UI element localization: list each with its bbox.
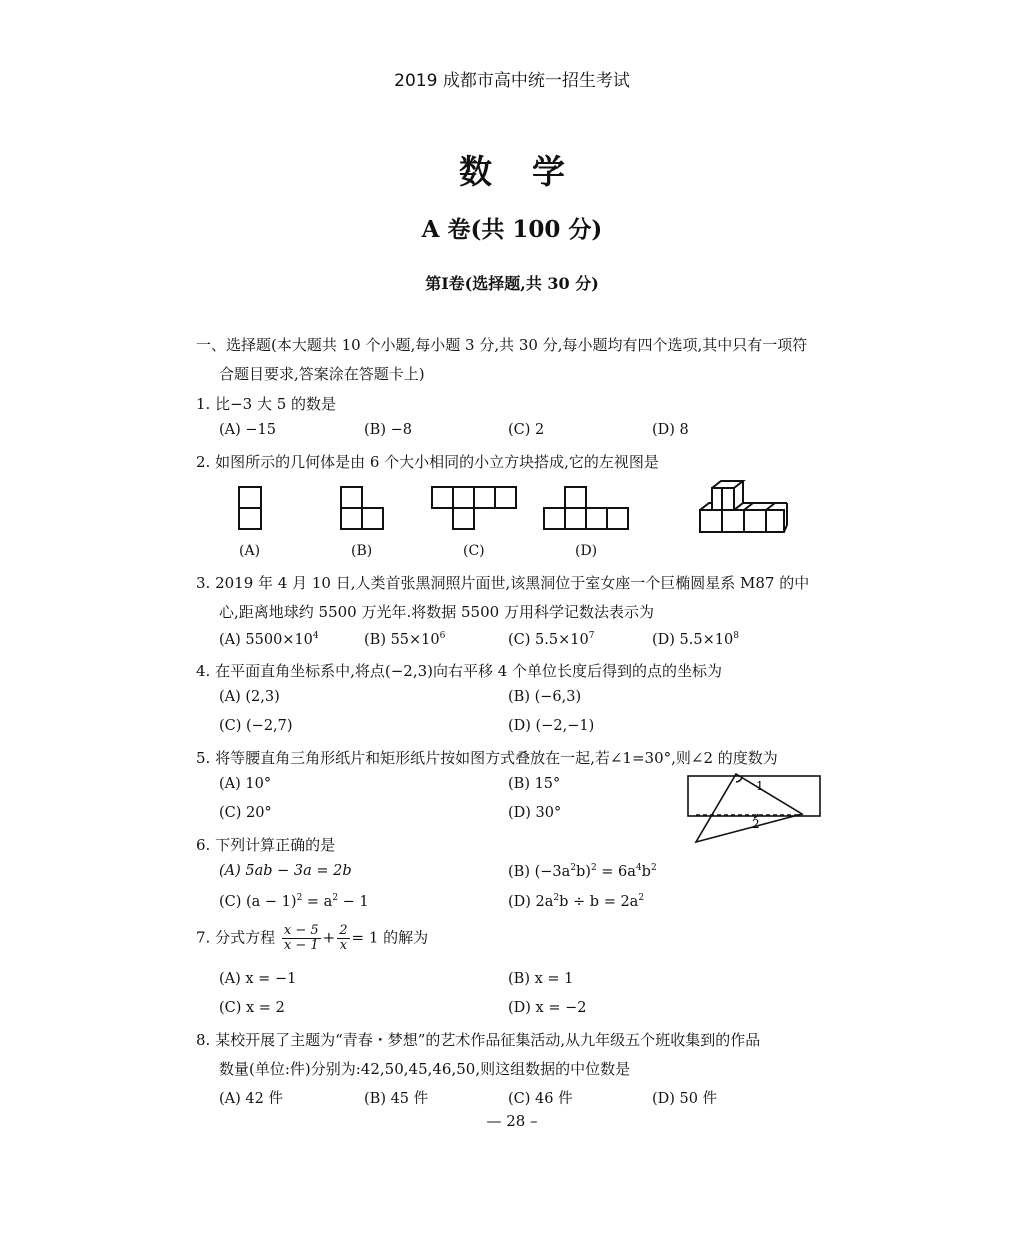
q3-option-a: (A) $5500\times 10^4$ <box>219 631 319 648</box>
q2-solid-figure <box>692 478 792 540</box>
q3-option-d: (D) $5.5\times 10^8$ <box>652 631 739 648</box>
page-number: — 28 – <box>486 1112 538 1130</box>
section-instructions-line2: 合题目要求,答案涂在答题卡上) <box>219 365 425 383</box>
q4-option-a: (A) (2,3) <box>219 689 280 705</box>
q2-figure-d <box>543 486 635 532</box>
q5-angle2-label: 2 <box>752 817 760 831</box>
q5-angle1-label: 1 <box>756 779 764 793</box>
q7-option-c: (C) x = 2 <box>219 1000 285 1016</box>
q1-option-b: (B) −8 <box>364 422 412 438</box>
q5-option-a: (A) 10° <box>219 776 272 792</box>
q2-figure-a <box>238 486 264 532</box>
q6-option-a: (A) 5ab − 3a = 2b <box>219 863 352 879</box>
q5-option-d: (D) 30° <box>508 805 562 821</box>
q7-option-b: (B) x = 1 <box>508 971 574 987</box>
q7-stem: 7. 分式方程 $\frac{x - 5}{x - 1}$ + $\frac{2}{x}$ = 1 的解为 <box>196 923 429 953</box>
q1-option-c: (C) 2 <box>508 422 545 438</box>
q2-label-d: (D) <box>575 543 598 559</box>
part-one-title: 第Ⅰ卷(选择题,共 30 分) <box>425 274 599 293</box>
q2-figure-b <box>340 486 388 532</box>
q5-option-c: (C) 20° <box>219 805 272 821</box>
q4-option-d: (D) (−2,−1) <box>508 718 595 734</box>
q1-stem: 1. 比−3 大 5 的数是 <box>196 395 337 413</box>
q5-figure <box>686 768 826 852</box>
q2-label-c: (C) <box>463 543 485 559</box>
q4-option-c: (C) (−2,7) <box>219 718 293 734</box>
q3-option-c: (C) $5.5\times 10^7$ <box>508 631 595 648</box>
q3-option-b: (B) $55\times 10^6$ <box>364 631 446 648</box>
q1-option-d: (D) 8 <box>652 422 689 438</box>
q8-option-d: (D) 50 件 <box>652 1091 718 1107</box>
q7-option-d: (D) x = −2 <box>508 1000 587 1016</box>
q7-fraction-1: $\frac{x - 5}{x - 1}$ <box>283 923 319 953</box>
q8-option-a: (A) 42 件 <box>219 1091 283 1107</box>
q1-option-a: (A) −15 <box>219 422 276 438</box>
section-instructions-line1: 一、选择题(本大题共 10 个小题,每小题 3 分,共 30 分,每小题均有四个选项,其中只有一项符 <box>196 336 808 354</box>
q8-option-b: (B) 45 件 <box>364 1091 429 1107</box>
q8-stem-line1: 8. 某校开展了主题为“青春・梦想”的艺术作品征集活动,从九年级五个班收集到的作品 <box>196 1031 761 1049</box>
q8-stem-line2: 数量(单位:件)分别为:42,50,45,46,50,则这组数据的中位数是 <box>219 1060 631 1078</box>
q4-stem: 4. 在平面直角坐标系中,将点(−2,3)向右平移 4 个单位长度后得到的点的坐标为 <box>196 662 723 680</box>
q3-stem-line1: 3. 2019 年 4 月 10 日,人类首张黑洞照片面世,该黑洞位于室女座一个巨椭圆星系 M87 的中 <box>196 574 810 592</box>
q7-option-a: (A) x = −1 <box>219 971 297 987</box>
exam-title: 2019 成都市高中统一招生考试 <box>394 71 630 91</box>
q6-stem: 6. 下列计算正确的是 <box>196 836 336 854</box>
q2-label-a: (A) <box>239 543 261 559</box>
q8-option-c: (C) 46 件 <box>508 1091 573 1107</box>
q3-stem-line2: 心,距离地球约 5500 万光年.将数据 5500 万用科学记数法表示为 <box>219 603 654 621</box>
q2-stem: 2. 如图所示的几何体是由 6 个大小相同的小立方块搭成,它的左视图是 <box>196 453 659 471</box>
q2-label-b: (B) <box>351 543 373 559</box>
subject-title: 数学 <box>459 152 605 191</box>
q5-stem: 5. 将等腰直角三角形纸片和矩形纸片按如图方式叠放在一起,若∠1=30°,则∠2 的度数为 <box>196 749 778 767</box>
q2-figure-c <box>431 486 521 532</box>
paper-a-title: A 卷(共 100 分) <box>421 216 603 243</box>
q6-option-b: (B) $(-3a^2b)^2 = 6a^4b^2$ <box>508 863 657 880</box>
q6-option-c: (C) $(a - 1)^2 = a^2 - 1$ <box>219 893 369 910</box>
q6-option-d: (D) $2a^2b \div b = 2a^2$ <box>508 893 645 910</box>
q7-fraction-2: $\frac{2}{x}$ <box>339 923 348 953</box>
q5-option-b: (B) 15° <box>508 776 561 792</box>
q4-option-b: (B) (−6,3) <box>508 689 582 705</box>
